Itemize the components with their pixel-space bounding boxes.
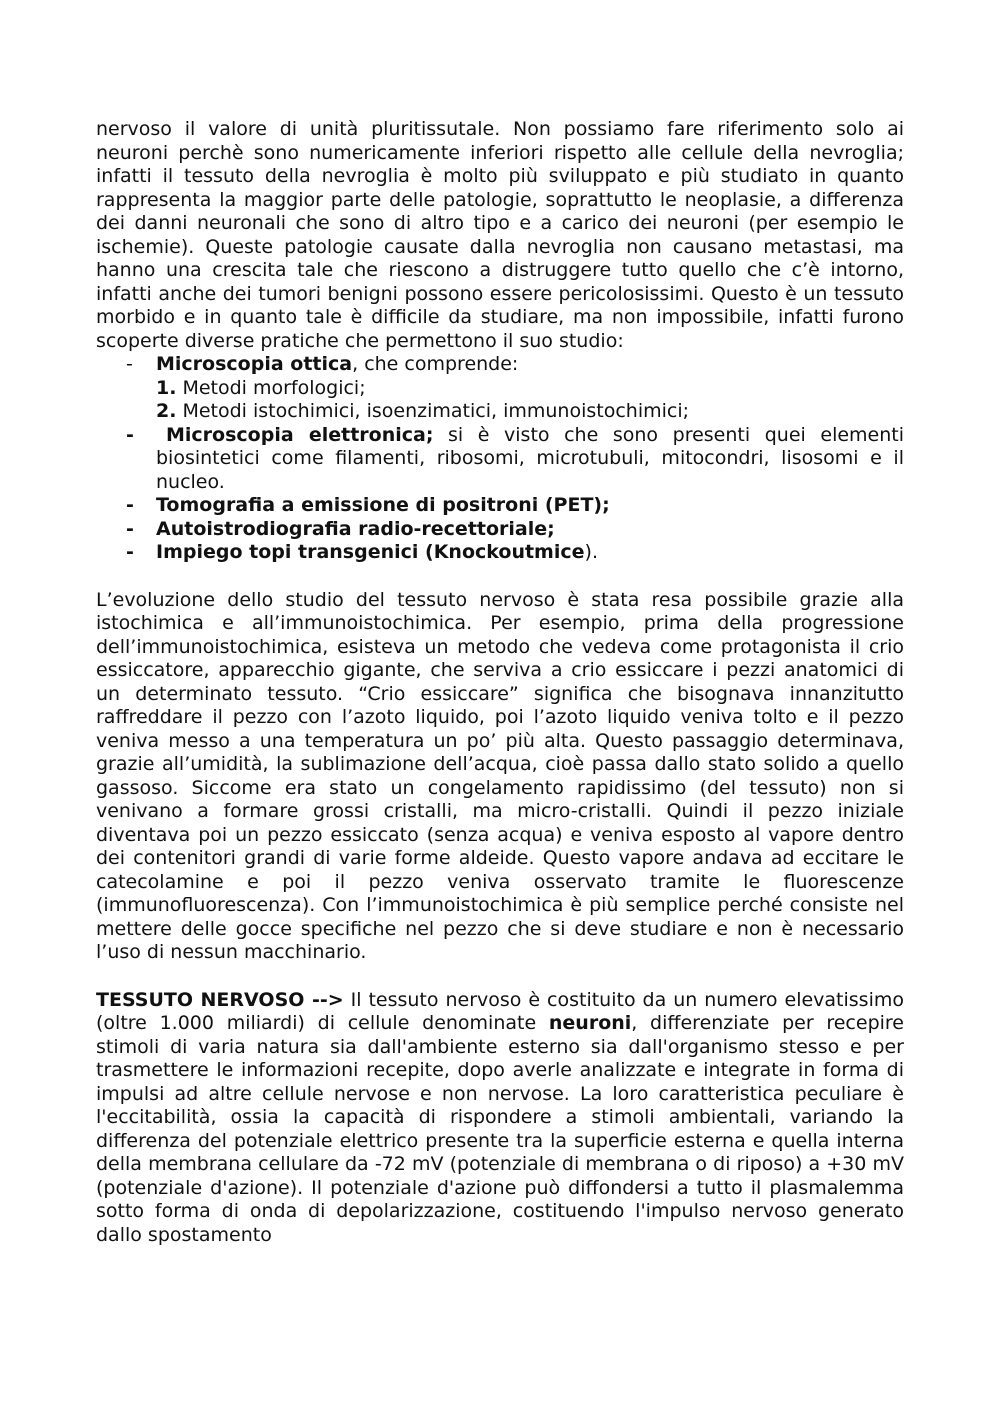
- study-methods-list-continued: [96, 424, 904, 565]
- optical-methods-sublist: [96, 377, 904, 424]
- list-item-optical-microscopy: [96, 353, 904, 377]
- paragraph-text: , differenziate per recepire stimoli di varia natura sia dall'ambiente esterno sia dall'organismo stesso e per trasmettere le informazioni recepite, dopo averle analizzate e integrate in forma di impulsi ad altre cellule nervose e non nervose. La loro caratteristica peculiare è l'eccitabilità, ossia la capacità di rispondere a stimoli ambientali, variando la differenza del potenziale elettrico presente tra la superficie esterna e quella interna della membrana cellulare da -72 mV (potenziale di membrana o di riposo) a +30 mV (potenziale d'azione). Il potenziale d'azione può diffondersi a tutto il plasmalemma sotto forma di onda di depolarizzazione, costituendo l'impulso nervoso generato dallo spostamento: [96, 1012, 904, 1246]
- bold-term: neuroni: [548, 1012, 632, 1034]
- sublist-number: 2.: [156, 400, 177, 422]
- list-item-text: ).: [584, 541, 598, 563]
- list-item-title: Tomografia a emissione di positroni (PET);: [156, 494, 610, 516]
- sublist-item: [96, 400, 904, 424]
- paragraph-spacer: [96, 565, 904, 589]
- paragraph-spacer: [96, 965, 904, 989]
- paragraph-nervous-tissue: [96, 989, 904, 1248]
- list-dash: -: [126, 494, 134, 516]
- sublist-number: 1.: [156, 376, 177, 399]
- list-dash: -: [126, 541, 134, 563]
- list-item-title: Impiego topi transgenici (Knockoutmice: [156, 541, 585, 563]
- list-item-text: , che comprende:: [352, 353, 519, 375]
- list-item-pet: [96, 494, 904, 518]
- list-item-text: si è visto che sono presenti quei elementi biosintetici come filamenti, ribosomi, microtubuli, mitocondri, lisosomi e il nucleo.: [156, 423, 905, 493]
- list-item-autoradiography: [96, 518, 904, 542]
- paragraph-text: Il tessuto nervoso è costituito da un numero elevatissimo (oltre 1.000 miliardi) di cellule denominate: [96, 988, 904, 1034]
- sublist-text: Metodi istochimici, isoenzimatici, immunoistochimici;: [182, 400, 690, 422]
- list-dash: -: [126, 423, 134, 446]
- list-item-transgenic-mice: [96, 541, 904, 565]
- list-item-title: Microscopia elettronica;: [166, 423, 434, 446]
- sublist-text: Metodi morfologici;: [182, 376, 366, 399]
- section-heading: TESSUTO NERVOSO -->: [96, 988, 344, 1011]
- list-item-electron-microscopy: [96, 424, 904, 495]
- study-methods-list: [96, 353, 904, 377]
- list-item-title: Microscopia ottica: [156, 353, 353, 375]
- paragraph-neuroglia: nervoso il valore di unità pluritissutale. Non possiamo fare riferimento solo ai neuroni perchè sono numericamente inferiori rispetto alle cellule della nevroglia; infatti il tessuto della nevroglia è molto più sviluppato e più studiato in quanto rappresenta la maggior parte delle patologie, soprattutto le neoplasie, a differenza dei danni neuronali che sono di altro tipo e a carico dei neuroni (per esempio le ischemie). Queste patologie causate dalla nevroglia non causano metastasi, ma hanno una crescita tale che riescono a distruggere tutto quello che c’è intorno, infatti anche dei tumori benigni possono essere pericolosissimi. Questo è un tessuto morbido e in quanto tale è difficile da studiare, ma non impossibile, infatti furono scoperte diverse pratiche che permettono il suo studio:: [96, 118, 904, 352]
- document-body: [96, 118, 904, 1247]
- sublist-item: [96, 377, 904, 401]
- paragraph-history: L’evoluzione dello studio del tessuto nervoso è stata resa possibile grazie alla istochimica e all’immunoistochimica. Per esempio, prima della progressione dell’immunoistochimica, esisteva un metodo che vedeva come protagonista il crio essiccatore, apparecchio gigante, che serviva a crio essiccare i pezzi anatomici di un determinato tessuto. “Crio essiccare” significa che bisognava innanzitutto raffreddare il pezzo con l’azoto liquido, poi l’azoto liquido veniva tolto e il pezzo veniva messo a una temperatura un po’ più alta. Questo passaggio determinava, grazie all’umidità, la sublimazione dell’acqua, cioè passa dallo stato solido a quello gassoso. Siccome era stato un congelamento rapidissimo (del tessuto) non si venivano a formare grossi cristalli, ma micro-cristalli. Quindi il pezzo iniziale diventava poi un pezzo essiccato (senza acqua) e veniva esposto al vapore dentro dei contenitori grandi di varie forme aldeide. Questo vapore andava ad eccitare le catecolamine e poi il pezzo veniva osservato tramite le fluorescenze (immunofluorescenza). Con l’immunoistochimica è più semplice perché consiste nel mettere delle gocce specifiche nel pezzo che si deve studiare e non è necessario l’uso di nessun macchinario.: [96, 588, 904, 963]
- list-dash: -: [126, 517, 134, 540]
- list-dash: -: [126, 353, 133, 375]
- list-item-title: Autoistrodiografia radio-recettoriale;: [156, 517, 555, 540]
